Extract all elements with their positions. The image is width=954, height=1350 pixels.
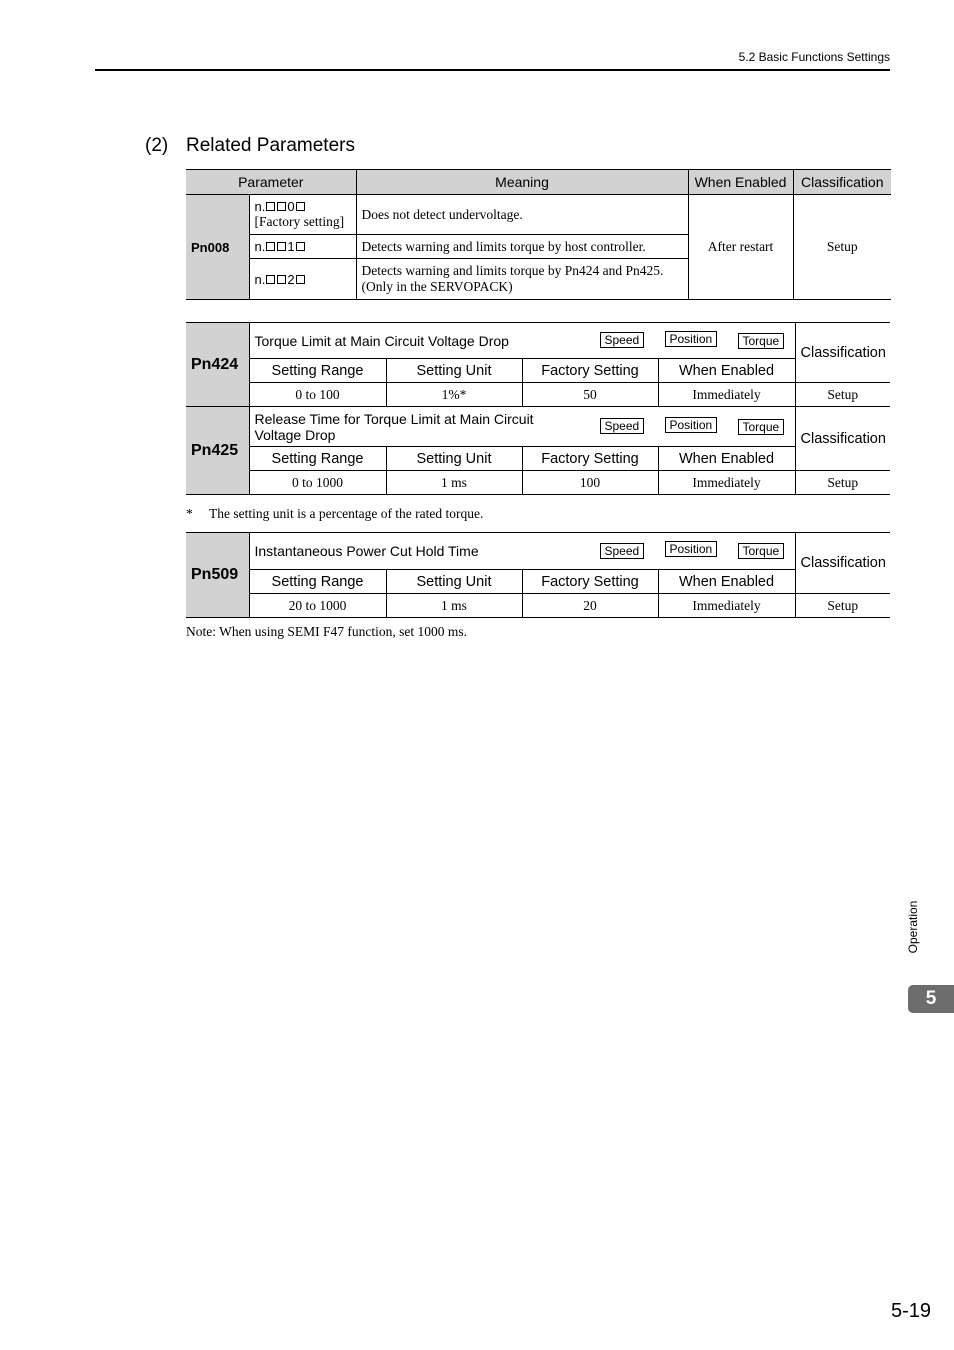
- factory-setting-note: [Factory setting]: [254, 214, 345, 229]
- speed-tag: Speed: [600, 418, 645, 434]
- setting-n02: n. 2: [249, 259, 356, 300]
- position-tag: Position: [665, 331, 718, 347]
- param-pn008: Pn008: [186, 195, 249, 300]
- header-classification: Classification: [793, 170, 891, 195]
- pn425-enabled: Immediately: [658, 471, 795, 495]
- placeholder-box-icon: [296, 242, 305, 251]
- pn509-title: Instantaneous Power Cut Hold Time: [254, 543, 479, 559]
- torque-tag: Torque: [738, 419, 785, 435]
- chapter-tab: 5: [908, 985, 954, 1013]
- pn425-factory: 100: [522, 471, 658, 495]
- meaning-row-2: Detects warning and limits torque by host controller.: [356, 235, 688, 259]
- pn424-range: 0 to 100: [249, 383, 386, 407]
- placeholder-box-icon: [296, 275, 305, 284]
- side-tab-label: Operation: [906, 900, 920, 954]
- footnote-text: The setting unit is a percentage of the rated torque.: [209, 506, 484, 521]
- meaning-row-1: Does not detect undervoltage.: [356, 195, 688, 235]
- torque-tag: Torque: [738, 333, 785, 349]
- pn425-classification-label: Classification: [795, 407, 890, 471]
- pn425-range-header: Setting Range: [249, 447, 386, 471]
- pn425-unit: 1 ms: [386, 471, 522, 495]
- pn509-range-header: Setting Range: [249, 570, 386, 594]
- setting-n00: n. 0 [Factory setting]: [249, 195, 356, 235]
- pn425-classification: Setup: [795, 471, 890, 495]
- pn425-enabled-header: When Enabled: [658, 447, 795, 471]
- header-meaning: Meaning: [356, 170, 688, 195]
- classification-value: Setup: [793, 195, 891, 300]
- position-tag: Position: [665, 417, 718, 433]
- pn509-unit-header: Setting Unit: [386, 570, 522, 594]
- running-header: 5.2 Basic Functions Settings: [738, 50, 890, 64]
- pn424-unit: 1%*: [386, 383, 522, 407]
- pn424-range-header: Setting Range: [249, 359, 386, 383]
- pn424-title: Torque Limit at Main Circuit Voltage Drop: [254, 332, 509, 349]
- pn424-pn425-table: [186, 322, 890, 495]
- placeholder-box-icon: [296, 202, 305, 211]
- section-title-text: Related Parameters: [186, 135, 355, 156]
- setting-n01: n. 1: [249, 235, 356, 259]
- pn509-unit: 1 ms: [386, 594, 522, 618]
- pn509-factory-header: Factory Setting: [522, 570, 658, 594]
- placeholder-box-icon: [266, 242, 275, 251]
- pn424-unit-header: Setting Unit: [386, 359, 522, 383]
- footnote: [186, 506, 483, 522]
- section-title: [145, 135, 355, 157]
- note: Note: When using SEMI F47 function, set 1000 ms.: [186, 624, 467, 639]
- pn008-table: [186, 169, 891, 300]
- pn509-title-cell: [249, 533, 795, 570]
- pn425-title-line2: Voltage Drop: [254, 426, 336, 443]
- page-number: 5-19: [890, 1300, 931, 1322]
- pn424-factory: 50: [522, 383, 658, 407]
- pn425-unit-header: Setting Unit: [386, 447, 522, 471]
- pn425-range: 0 to 1000: [249, 471, 386, 495]
- pn424-classification-label: Classification: [795, 323, 890, 383]
- pn424-enabled: Immediately: [658, 383, 795, 407]
- pn425-title-cell: [249, 407, 795, 447]
- when-enabled-value: After restart: [688, 195, 793, 300]
- pn425-factory-header: Factory Setting: [522, 447, 658, 471]
- header-when-enabled: When Enabled: [688, 170, 793, 195]
- param-pn424: Pn424: [186, 323, 249, 407]
- pn509-range: 20 to 1000: [249, 594, 386, 618]
- pn509-classification-label: Classification: [795, 533, 890, 594]
- pn424-title-cell: [249, 323, 795, 359]
- pn425-title: Release Time for Torque Limit at Main Circuit: [254, 410, 534, 427]
- pn509-factory: 20: [522, 594, 658, 618]
- speed-tag: Speed: [600, 543, 645, 559]
- param-pn425: Pn425: [186, 407, 249, 495]
- pn509-classification: Setup: [795, 594, 890, 618]
- placeholder-box-icon: [266, 275, 275, 284]
- pn424-classification: Setup: [795, 383, 890, 407]
- pn509-enabled: Immediately: [658, 594, 795, 618]
- placeholder-box-icon: [277, 242, 286, 251]
- speed-tag: Speed: [600, 332, 645, 348]
- meaning-row-3: Detects warning and limits torque by Pn424 and Pn425. (Only in the SERVOPACK): [356, 259, 688, 300]
- pn424-factory-header: Factory Setting: [522, 359, 658, 383]
- param-pn509: Pn509: [186, 533, 249, 618]
- header-parameter: Parameter: [186, 170, 356, 195]
- placeholder-box-icon: [277, 275, 286, 284]
- pn509-table: [186, 532, 890, 618]
- placeholder-box-icon: [266, 202, 275, 211]
- pn424-enabled-header: When Enabled: [658, 359, 795, 383]
- torque-tag: Torque: [738, 543, 785, 559]
- header-rule: [95, 69, 890, 71]
- section-number: (2): [145, 135, 169, 156]
- footnote-mark: *: [186, 506, 193, 521]
- position-tag: Position: [665, 541, 718, 557]
- pn509-enabled-header: When Enabled: [658, 570, 795, 594]
- placeholder-box-icon: [277, 202, 286, 211]
